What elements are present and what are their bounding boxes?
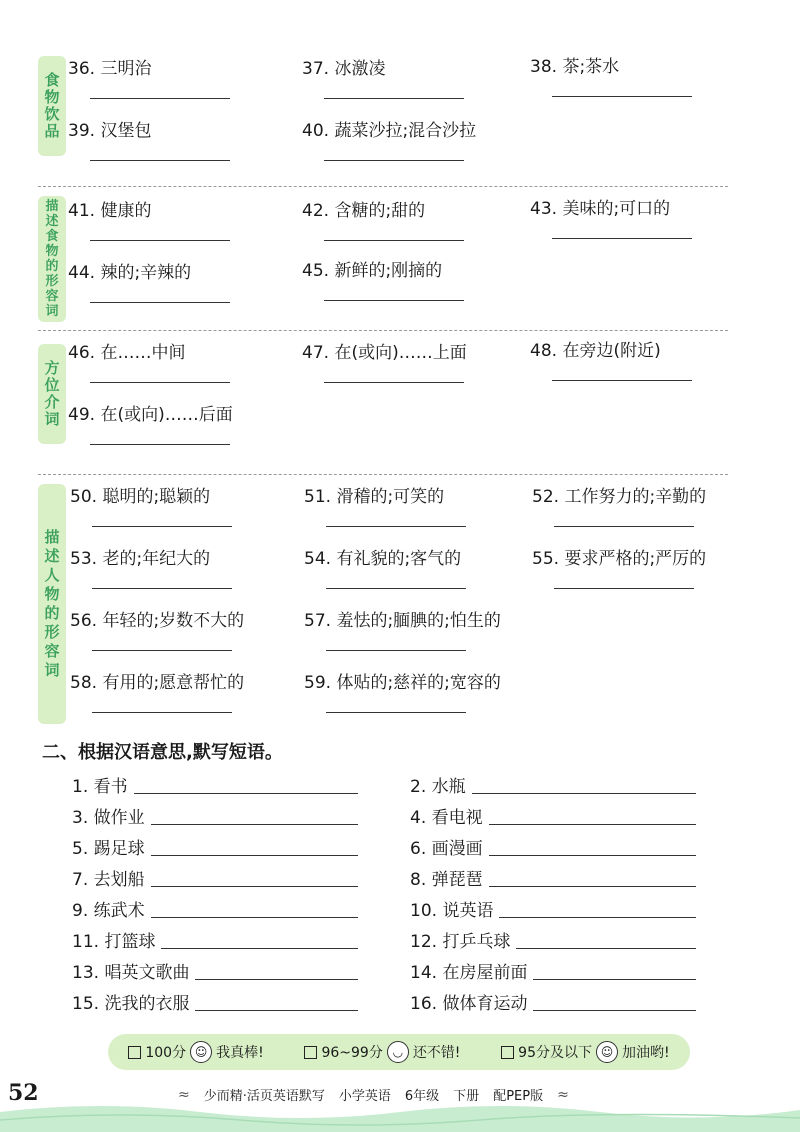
vocab-item: 44. 辣的;辛辣的 [68,262,288,284]
vocab-item: 49. 在(或向)……后面 [68,404,288,426]
answer-line[interactable] [151,824,358,825]
answer-blank[interactable] [90,444,230,445]
answer-line[interactable] [533,979,696,980]
answer-blank[interactable] [552,96,692,97]
phrase-item: 7. 去划船 [72,865,358,891]
answer-blank[interactable] [552,238,692,239]
score-option: 100分 ☺ 我真棒! [128,1041,263,1063]
answer-line[interactable] [499,917,696,918]
answer-blank[interactable] [324,98,464,99]
score-checkbox[interactable] [304,1046,317,1059]
answer-line[interactable] [489,855,696,856]
answer-blank[interactable] [554,526,694,527]
score-option: 96~99分 ◡ 还不错! [304,1041,460,1063]
answer-blank[interactable] [90,160,230,161]
answer-line[interactable] [489,824,696,825]
vocab-item: 53. 老的;年纪大的 [70,548,290,570]
smiley-icon: ◡ [387,1041,409,1063]
vocab-item: 57. 羞怯的;腼腆的;怕生的 [304,610,524,632]
answer-blank[interactable] [92,588,232,589]
answer-blank[interactable] [90,382,230,383]
answer-line[interactable] [516,948,696,949]
phrase-item: 5. 踢足球 [72,834,358,860]
phrase-item: 3. 做作业 [72,803,358,829]
vocab-item: 51. 滑稽的;可笑的 [304,486,524,508]
vocab-item: 48. 在旁边(附近) [530,340,750,362]
vocab-item: 54. 有礼貌的;客气的 [304,548,524,570]
vocab-item: 47. 在(或向)……上面 [302,342,522,364]
answer-blank[interactable] [92,650,232,651]
vocab-item: 41. 健康的 [68,200,288,222]
vocab-item: 36. 三明治 [68,58,288,80]
vocab-item: 52. 工作努力的;辛勤的 [532,486,752,508]
vocab-item: 50. 聪明的;聪颖的 [70,486,290,508]
vocab-item: 56. 年轻的;岁数不大的 [70,610,290,632]
answer-line[interactable] [195,1010,358,1011]
section-tag-text: 描述食物的形容词 [45,199,59,319]
vocab-item: 39. 汉堡包 [68,120,288,142]
answer-blank[interactable] [92,526,232,527]
phrase-item: 12. 打乒乓球 [410,927,696,953]
vocab-item: 40. 蔬菜沙拉;混合沙拉 [302,120,522,142]
section-divider [38,474,728,475]
answer-line[interactable] [533,1010,696,1011]
answer-blank[interactable] [326,712,466,713]
score-option: 95分及以下 ☺ 加油哟! [501,1041,669,1063]
volume: 下册 [453,1089,480,1104]
part-two-title: 二、根据汉语意思,默写短语。 [42,742,283,763]
section-tag-text: 食物饮品 [44,71,60,140]
phrase-item: 10. 说英语 [410,896,696,922]
wave-ornament-icon: ≈ [557,1086,569,1103]
answer-line[interactable] [151,917,358,918]
phrase-item: 13. 唱英文歌曲 [72,958,358,984]
answer-line[interactable] [489,886,696,887]
page-number: 52 [8,1080,39,1106]
vocab-item: 58. 有用的;愿意帮忙的 [70,672,290,694]
score-checkbox[interactable] [501,1046,514,1059]
answer-blank[interactable] [326,588,466,589]
wave-ornament-icon: ≈ [178,1086,190,1103]
phrase-item: 1. 看书 [72,772,358,798]
answer-blank[interactable] [324,382,464,383]
answer-line[interactable] [151,886,358,887]
section-divider [38,330,728,331]
answer-line[interactable] [134,793,358,794]
section-divider [38,186,728,187]
phrase-item: 4. 看电视 [410,803,696,829]
phrase-item: 2. 水瓶 [410,772,696,798]
answer-blank[interactable] [90,240,230,241]
subject: 小学英语 [338,1089,391,1104]
section-tag-text: 方位介词 [44,359,60,428]
score-banner [108,1034,690,1070]
answer-blank[interactable] [92,712,232,713]
section-tag-food-adjectives [38,196,66,322]
answer-blank[interactable] [324,240,464,241]
answer-line[interactable] [195,979,358,980]
footer-info [178,1085,618,1104]
answer-blank[interactable] [324,160,464,161]
answer-blank[interactable] [326,526,466,527]
answer-blank[interactable] [324,300,464,301]
vocab-item: 55. 要求严格的;严厉的 [532,548,752,570]
answer-line[interactable] [151,855,358,856]
vocab-item: 46. 在……中间 [68,342,288,364]
phrase-item: 11. 打篮球 [72,927,358,953]
phrase-item: 15. 洗我的衣服 [72,989,358,1015]
answer-blank[interactable] [90,98,230,99]
vocab-item: 45. 新鲜的;刚摘的 [302,260,522,282]
grade: 6年级 [404,1089,440,1104]
smiley-icon: ☺ [596,1041,618,1063]
score-checkbox[interactable] [128,1046,141,1059]
answer-line[interactable] [472,793,696,794]
phrase-item: 16. 做体育运动 [410,989,696,1015]
vocab-item: 42. 含糖的;甜的 [302,200,522,222]
phrase-item: 6. 画漫画 [410,834,696,860]
answer-line[interactable] [161,948,358,949]
section-tag-food [38,56,66,156]
section-tag-text: 描述人物的形容词 [44,528,60,679]
answer-blank[interactable] [326,650,466,651]
series-name: 少而精·活页英语默写 [203,1089,325,1104]
vocab-item: 38. 茶;茶水 [530,56,750,78]
answer-blank[interactable] [90,302,230,303]
phrase-item: 8. 弹琵琶 [410,865,696,891]
vocab-item: 43. 美味的;可口的 [530,198,750,220]
edition: 配PEP版 [493,1089,544,1104]
phrase-item: 9. 练武术 [72,896,358,922]
phrase-item: 14. 在房屋前面 [410,958,696,984]
answer-blank[interactable] [554,588,694,589]
smiley-icon: ☺ [190,1041,212,1063]
section-tag-prepositions [38,344,66,444]
vocab-item: 59. 体贴的;慈祥的;宽容的 [304,672,524,694]
vocab-item: 37. 冰激凌 [302,58,522,80]
section-tag-people-adjectives [38,484,66,724]
answer-blank[interactable] [552,380,692,381]
